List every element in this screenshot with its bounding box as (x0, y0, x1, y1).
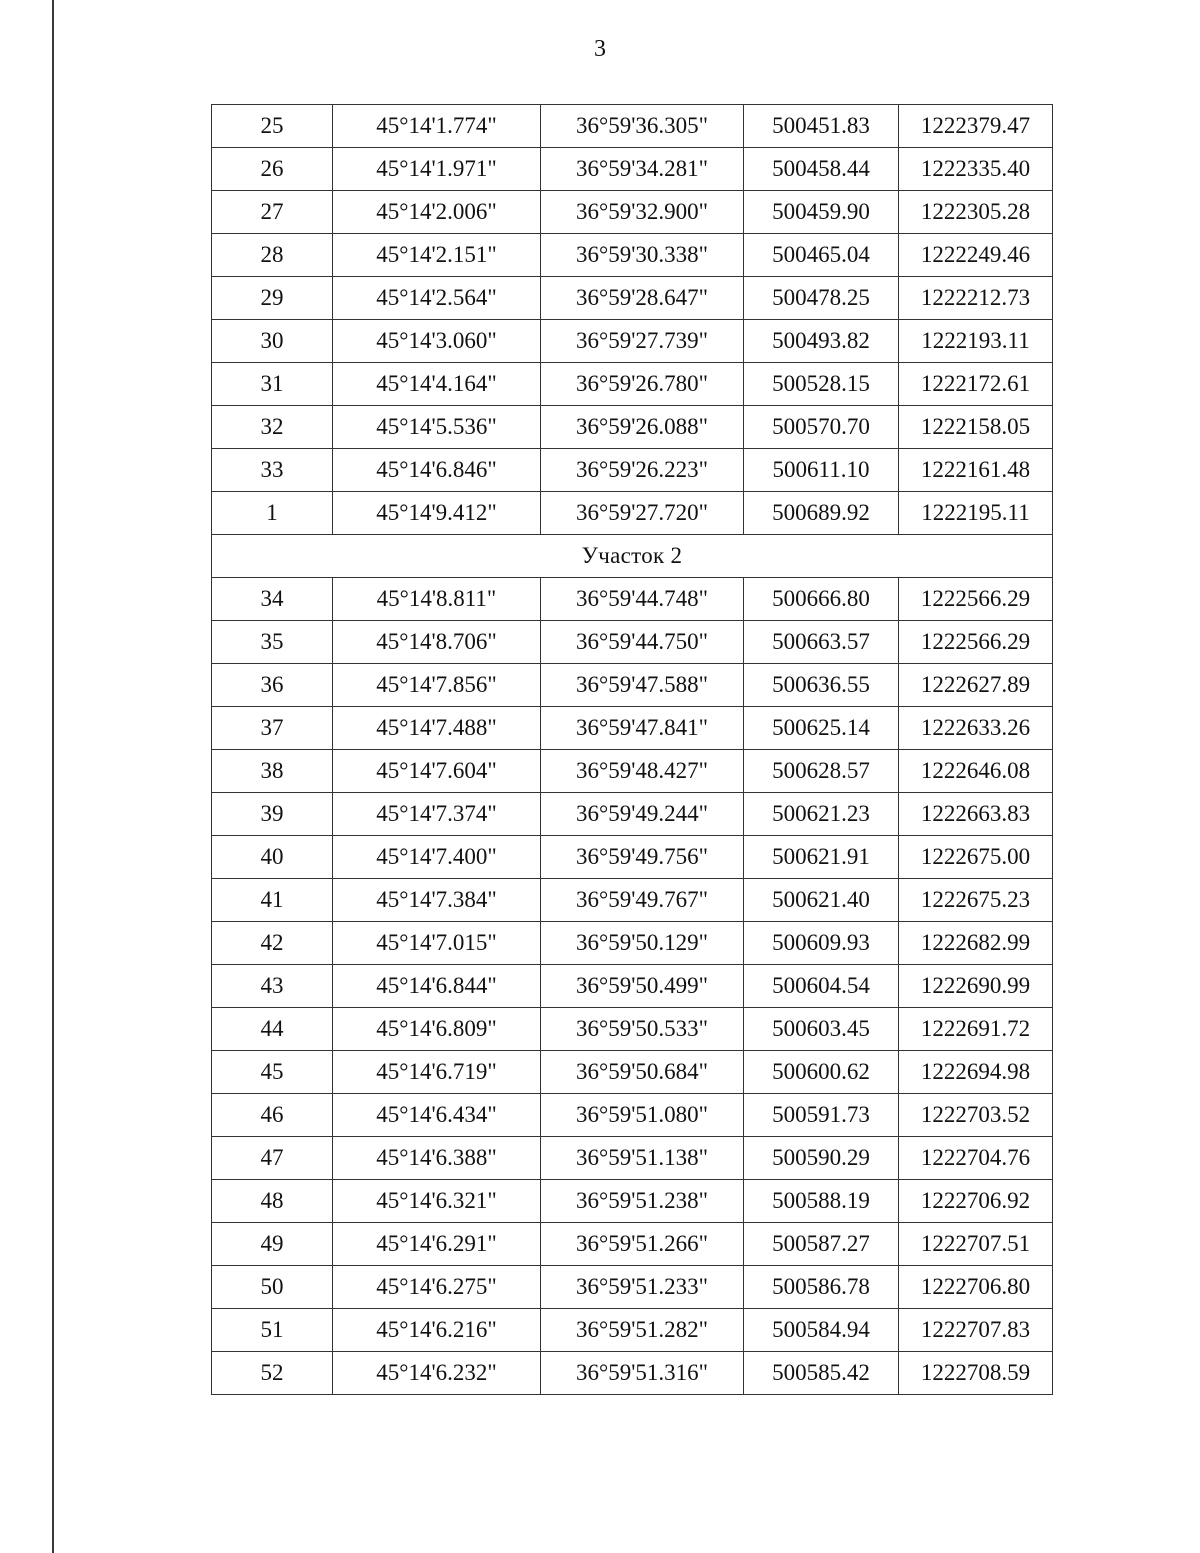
y-coordinate-cell: 1222646.08 (899, 750, 1053, 793)
longitude-cell: 36°59'49.767" (541, 879, 744, 922)
y-coordinate-cell: 1222708.59 (899, 1352, 1053, 1395)
x-coordinate-cell: 500493.82 (744, 320, 899, 363)
y-coordinate-cell: 1222707.83 (899, 1309, 1053, 1352)
point-number-cell: 52 (212, 1352, 333, 1395)
longitude-cell: 36°59'51.238" (541, 1180, 744, 1223)
longitude-cell: 36°59'26.088" (541, 406, 744, 449)
table-row (212, 1008, 1053, 1051)
latitude-cell: 45°14'2.006" (333, 191, 541, 234)
latitude-cell: 45°14'5.536" (333, 406, 541, 449)
latitude-cell: 45°14'7.015" (333, 922, 541, 965)
point-number-cell: 36 (212, 664, 333, 707)
latitude-cell: 45°14'6.216" (333, 1309, 541, 1352)
coordinates-table-body (212, 105, 1053, 1395)
latitude-cell: 45°14'7.488" (333, 707, 541, 750)
point-number-cell: 25 (212, 105, 333, 148)
table-row (212, 879, 1053, 922)
point-number-cell: 28 (212, 234, 333, 277)
longitude-cell: 36°59'26.780" (541, 363, 744, 406)
latitude-cell: 45°14'6.719" (333, 1051, 541, 1094)
table-row (212, 1180, 1053, 1223)
table-row (212, 664, 1053, 707)
latitude-cell: 45°14'7.856" (333, 664, 541, 707)
longitude-cell: 36°59'50.499" (541, 965, 744, 1008)
longitude-cell: 36°59'34.281" (541, 148, 744, 191)
latitude-cell: 45°14'7.400" (333, 836, 541, 879)
x-coordinate-cell: 500621.91 (744, 836, 899, 879)
table-row (212, 234, 1053, 277)
x-coordinate-cell: 500587.27 (744, 1223, 899, 1266)
table-row (212, 750, 1053, 793)
table-row (212, 1223, 1053, 1266)
point-number-cell: 30 (212, 320, 333, 363)
y-coordinate-cell: 1222379.47 (899, 105, 1053, 148)
latitude-cell: 45°14'7.374" (333, 793, 541, 836)
x-coordinate-cell: 500636.55 (744, 664, 899, 707)
table-row (212, 449, 1053, 492)
y-coordinate-cell: 1222633.26 (899, 707, 1053, 750)
latitude-cell: 45°14'2.151" (333, 234, 541, 277)
y-coordinate-cell: 1222691.72 (899, 1008, 1053, 1051)
y-coordinate-cell: 1222305.28 (899, 191, 1053, 234)
x-coordinate-cell: 500621.23 (744, 793, 899, 836)
x-coordinate-cell: 500603.45 (744, 1008, 899, 1051)
y-coordinate-cell: 1222704.76 (899, 1137, 1053, 1180)
x-coordinate-cell: 500609.93 (744, 922, 899, 965)
x-coordinate-cell: 500663.57 (744, 621, 899, 664)
x-coordinate-cell: 500528.15 (744, 363, 899, 406)
y-coordinate-cell: 1222195.11 (899, 492, 1053, 535)
latitude-cell: 45°14'7.384" (333, 879, 541, 922)
longitude-cell: 36°59'51.233" (541, 1266, 744, 1309)
latitude-cell: 45°14'6.291" (333, 1223, 541, 1266)
table-row (212, 191, 1053, 234)
x-coordinate-cell: 500458.44 (744, 148, 899, 191)
table-row (212, 836, 1053, 879)
x-coordinate-cell: 500588.19 (744, 1180, 899, 1223)
latitude-cell: 45°14'4.164" (333, 363, 541, 406)
page-number: 3 (594, 36, 606, 62)
point-number-cell: 39 (212, 793, 333, 836)
longitude-cell: 36°59'47.841" (541, 707, 744, 750)
y-coordinate-cell: 1222694.98 (899, 1051, 1053, 1094)
y-coordinate-cell: 1222335.40 (899, 148, 1053, 191)
longitude-cell: 36°59'44.750" (541, 621, 744, 664)
latitude-cell: 45°14'2.564" (333, 277, 541, 320)
latitude-cell: 45°14'6.844" (333, 965, 541, 1008)
table-row (212, 492, 1053, 535)
point-number-cell: 51 (212, 1309, 333, 1352)
table-row (212, 1051, 1053, 1094)
table-row (212, 1137, 1053, 1180)
longitude-cell: 36°59'28.647" (541, 277, 744, 320)
point-number-cell: 38 (212, 750, 333, 793)
y-coordinate-cell: 1222566.29 (899, 621, 1053, 664)
latitude-cell: 45°14'8.706" (333, 621, 541, 664)
latitude-cell: 45°14'6.434" (333, 1094, 541, 1137)
x-coordinate-cell: 500590.29 (744, 1137, 899, 1180)
table-row (212, 922, 1053, 965)
x-coordinate-cell: 500600.62 (744, 1051, 899, 1094)
x-coordinate-cell: 500570.70 (744, 406, 899, 449)
table-row (212, 1352, 1053, 1395)
point-number-cell: 46 (212, 1094, 333, 1137)
point-number-cell: 45 (212, 1051, 333, 1094)
point-number-cell: 41 (212, 879, 333, 922)
latitude-cell: 45°14'6.388" (333, 1137, 541, 1180)
table-row (212, 363, 1053, 406)
y-coordinate-cell: 1222707.51 (899, 1223, 1053, 1266)
coordinates-table (211, 104, 1053, 1395)
y-coordinate-cell: 1222663.83 (899, 793, 1053, 836)
x-coordinate-cell: 500451.83 (744, 105, 899, 148)
point-number-cell: 43 (212, 965, 333, 1008)
latitude-cell: 45°14'6.846" (333, 449, 541, 492)
latitude-cell: 45°14'6.809" (333, 1008, 541, 1051)
point-number-cell: 26 (212, 148, 333, 191)
x-coordinate-cell: 500585.42 (744, 1352, 899, 1395)
point-number-cell: 33 (212, 449, 333, 492)
latitude-cell: 45°14'6.321" (333, 1180, 541, 1223)
point-number-cell: 49 (212, 1223, 333, 1266)
y-coordinate-cell: 1222675.00 (899, 836, 1053, 879)
x-coordinate-cell: 500604.54 (744, 965, 899, 1008)
table-row (212, 277, 1053, 320)
section-title: Участок 2 (212, 535, 1053, 578)
point-number-cell: 48 (212, 1180, 333, 1223)
longitude-cell: 36°59'47.588" (541, 664, 744, 707)
point-number-cell: 47 (212, 1137, 333, 1180)
longitude-cell: 36°59'50.533" (541, 1008, 744, 1051)
longitude-cell: 36°59'30.338" (541, 234, 744, 277)
point-number-cell: 42 (212, 922, 333, 965)
longitude-cell: 36°59'49.244" (541, 793, 744, 836)
point-number-cell: 1 (212, 492, 333, 535)
table-row (212, 578, 1053, 621)
table-row (212, 148, 1053, 191)
latitude-cell: 45°14'3.060" (333, 320, 541, 363)
longitude-cell: 36°59'51.282" (541, 1309, 744, 1352)
x-coordinate-cell: 500586.78 (744, 1266, 899, 1309)
y-coordinate-cell: 1222703.52 (899, 1094, 1053, 1137)
table-row (212, 1309, 1053, 1352)
scan-edge-line (52, 0, 54, 1553)
point-number-cell: 44 (212, 1008, 333, 1051)
x-coordinate-cell: 500689.92 (744, 492, 899, 535)
y-coordinate-cell: 1222161.48 (899, 449, 1053, 492)
x-coordinate-cell: 500465.04 (744, 234, 899, 277)
section-header-row (212, 535, 1053, 578)
table-row (212, 965, 1053, 1008)
point-number-cell: 37 (212, 707, 333, 750)
table-row (212, 707, 1053, 750)
longitude-cell: 36°59'51.138" (541, 1137, 744, 1180)
y-coordinate-cell: 1222706.92 (899, 1180, 1053, 1223)
x-coordinate-cell: 500628.57 (744, 750, 899, 793)
longitude-cell: 36°59'50.129" (541, 922, 744, 965)
longitude-cell: 36°59'51.266" (541, 1223, 744, 1266)
table-row (212, 105, 1053, 148)
x-coordinate-cell: 500591.73 (744, 1094, 899, 1137)
y-coordinate-cell: 1222566.29 (899, 578, 1053, 621)
latitude-cell: 45°14'6.275" (333, 1266, 541, 1309)
point-number-cell: 50 (212, 1266, 333, 1309)
y-coordinate-cell: 1222675.23 (899, 879, 1053, 922)
longitude-cell: 36°59'51.316" (541, 1352, 744, 1395)
y-coordinate-cell: 1222193.11 (899, 320, 1053, 363)
longitude-cell: 36°59'49.756" (541, 836, 744, 879)
latitude-cell: 45°14'7.604" (333, 750, 541, 793)
latitude-cell: 45°14'1.774" (333, 105, 541, 148)
y-coordinate-cell: 1222682.99 (899, 922, 1053, 965)
table-row (212, 793, 1053, 836)
y-coordinate-cell: 1222249.46 (899, 234, 1053, 277)
longitude-cell: 36°59'44.748" (541, 578, 744, 621)
latitude-cell: 45°14'1.971" (333, 148, 541, 191)
x-coordinate-cell: 500625.14 (744, 707, 899, 750)
latitude-cell: 45°14'9.412" (333, 492, 541, 535)
y-coordinate-cell: 1222158.05 (899, 406, 1053, 449)
y-coordinate-cell: 1222627.89 (899, 664, 1053, 707)
point-number-cell: 32 (212, 406, 333, 449)
x-coordinate-cell: 500478.25 (744, 277, 899, 320)
y-coordinate-cell: 1222706.80 (899, 1266, 1053, 1309)
table-row (212, 320, 1053, 363)
latitude-cell: 45°14'6.232" (333, 1352, 541, 1395)
longitude-cell: 36°59'51.080" (541, 1094, 744, 1137)
table-row (212, 1266, 1053, 1309)
point-number-cell: 31 (212, 363, 333, 406)
point-number-cell: 27 (212, 191, 333, 234)
point-number-cell: 35 (212, 621, 333, 664)
x-coordinate-cell: 500611.10 (744, 449, 899, 492)
longitude-cell: 36°59'48.427" (541, 750, 744, 793)
longitude-cell: 36°59'26.223" (541, 449, 744, 492)
point-number-cell: 29 (212, 277, 333, 320)
longitude-cell: 36°59'27.720" (541, 492, 744, 535)
longitude-cell: 36°59'27.739" (541, 320, 744, 363)
table-row (212, 621, 1053, 664)
y-coordinate-cell: 1222212.73 (899, 277, 1053, 320)
x-coordinate-cell: 500459.90 (744, 191, 899, 234)
longitude-cell: 36°59'50.684" (541, 1051, 744, 1094)
table-row (212, 406, 1053, 449)
point-number-cell: 40 (212, 836, 333, 879)
longitude-cell: 36°59'36.305" (541, 105, 744, 148)
y-coordinate-cell: 1222172.61 (899, 363, 1053, 406)
x-coordinate-cell: 500584.94 (744, 1309, 899, 1352)
table-row (212, 1094, 1053, 1137)
latitude-cell: 45°14'8.811" (333, 578, 541, 621)
x-coordinate-cell: 500621.40 (744, 879, 899, 922)
point-number-cell: 34 (212, 578, 333, 621)
x-coordinate-cell: 500666.80 (744, 578, 899, 621)
y-coordinate-cell: 1222690.99 (899, 965, 1053, 1008)
longitude-cell: 36°59'32.900" (541, 191, 744, 234)
